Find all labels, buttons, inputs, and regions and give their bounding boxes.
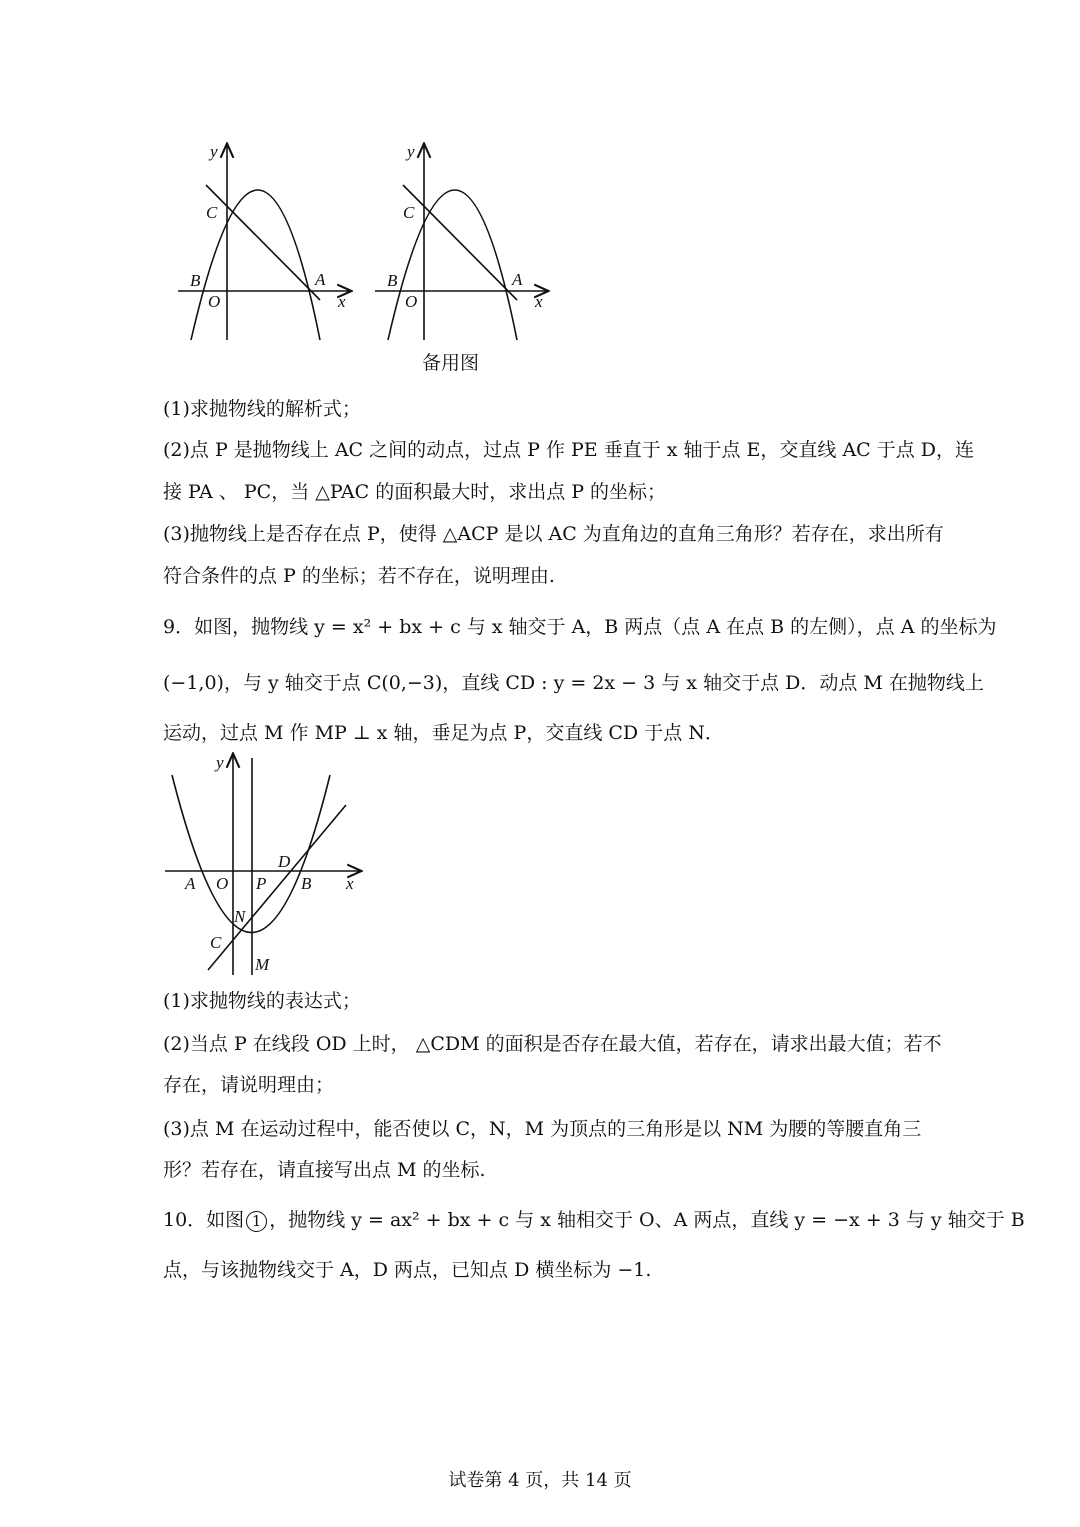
q8-part2-line1: (2)点 P 是抛物线上 AC 之间的动点，过点 P 作 PE 垂直于 x 轴于点 E，交直线 AC 于点 D，连: [163, 439, 975, 461]
line-cd: [208, 805, 346, 970]
q9-stem-line2: (−1,0)，与 y 轴交于点 C(0,−3)，直线 CD : y = 2x − 3 与 x 轴交于点 D．动点 M 在抛物线上: [163, 672, 984, 694]
circled-number-icon: 1: [246, 1211, 267, 1232]
q8-part2-line2: 接 PA 、 PC，当 △PAC 的面积最大时，求出点 P 的坐标；: [163, 481, 667, 503]
q8-part3-line2: 符合条件的点 P 的坐标；若不存在，说明理由.: [163, 565, 555, 587]
label-y: y: [210, 142, 218, 161]
parabola-curve: [172, 775, 330, 933]
figure-parabola-1: [170, 135, 360, 350]
page-footer: 试卷第 4 页，共 14 页: [448, 1470, 632, 1491]
label-b: B: [190, 271, 201, 290]
label-c: C: [210, 933, 222, 952]
label-a: A: [315, 270, 326, 289]
q8-part3-line1: (3)抛物线上是否存在点 P，使得 △ACP 是以 AC 为直角边的直角三角形？若存在，求出所有: [163, 523, 944, 545]
label-c: C: [206, 203, 218, 222]
q10-number: 10．如图: [163, 1209, 245, 1231]
q9-part2-line1: (2)当点 P 在线段 OD 上时， △CDM 的面积是否存在最大值，若存在，请求出最大值；若不: [163, 1033, 942, 1055]
figure-parabola-3: [160, 750, 370, 980]
q9-part3-line2: 形？若存在，请直接写出点 M 的坐标.: [163, 1159, 486, 1181]
line-ac: [403, 185, 517, 300]
label-o: O: [216, 874, 229, 893]
label-a: A: [512, 270, 523, 289]
figure-parabola-2: [367, 135, 557, 350]
label-o: O: [208, 292, 221, 311]
q10-stem-line2: 点，与该抛物线交于 A，D 两点，已知点 D 横坐标为 −1.: [163, 1259, 652, 1281]
q9-stem-line3: 运动，过点 M 作 MP ⊥ x 轴，垂足为点 P，交直线 CD 于点 N．: [163, 722, 724, 744]
label-d: D: [278, 852, 291, 871]
label-x: x: [535, 292, 543, 311]
label-c: C: [403, 203, 415, 222]
label-x: x: [346, 874, 354, 893]
label-o: O: [405, 292, 418, 311]
label-y: y: [407, 142, 415, 161]
label-n: N: [234, 907, 246, 926]
label-m: M: [255, 955, 270, 974]
label-b: B: [387, 271, 398, 290]
label-a: A: [185, 874, 196, 893]
q9-stem-line1: 9．如图，抛物线 y = x² + bx + c 与 x 轴交于 A，B 两点（点 A 在点 B 的左侧），点 A 的坐标为: [163, 616, 997, 638]
q9-part2-line2: 存在，请说明理由；: [163, 1074, 335, 1096]
backup-figure-caption: 备用图: [422, 352, 480, 374]
q10-stem-line1: [163, 1207, 1025, 1233]
label-y: y: [216, 753, 224, 772]
q8-part1: (1)求抛物线的解析式；: [163, 398, 361, 420]
q9-part3-line1: (3)点 M 在运动过程中，能否使以 C，N，M 为顶点的三角形是以 NM 为腰的等腰直角三: [163, 1118, 922, 1140]
label-p: P: [256, 874, 267, 893]
label-x: x: [338, 292, 346, 311]
label-b: B: [301, 874, 312, 893]
line-ac: [206, 185, 320, 300]
q9-part1: (1)求抛物线的表达式；: [163, 990, 361, 1012]
q10-stem-text: ，抛物线 y = ax² + bx + c 与 x 轴相交于 O、A 两点，直线 y = −x + 3 与 y 轴交于 B: [269, 1209, 1025, 1231]
